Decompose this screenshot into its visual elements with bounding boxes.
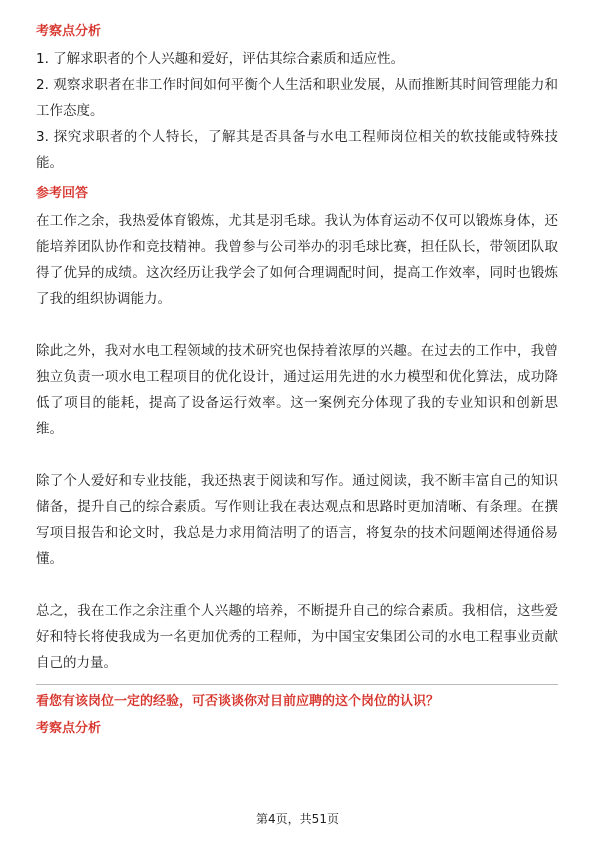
answer-paragraph: 总之，我在工作之余注重个人兴趣的培养，不断提升自己的综合素质。我相信，这些爱好和特长将使我成为一名更加优秀的工程师，为中国宝安集团公司的水电工程事业贡献自己的力量。 [36, 603, 558, 671]
section-heading-analysis-2: 考察点分析 [36, 721, 102, 736]
answer-paragraph: 除此之外，我对水电工程领域的技术研究也保持着浓厚的兴趣。在过去的工作中，我曾独立负责一项水电工程项目的优化设计，通过运用先进的水力模型和优化算法，成功降低了项目的能耗，提高了设备运行效率。这一案例充分体现了我的专业知识和创新思维。 [36, 343, 558, 437]
document-page [36, 22, 558, 743]
answer-paragraph: 在工作之余，我热爱体育锻炼，尤其是羽毛球。我认为体育运动不仅可以锻炼身体，还能培养团队协作和竞技精神。我曾参与公司举办的羽毛球比赛，担任队长，带领团队取得了优异的成绩。这次经历让我学会了如何合理调配时间，提高工作效率，同时也锻炼了我的组织协调能力。 [36, 213, 558, 307]
analysis-item: 1. 了解求职者的个人兴趣和爱好，评估其综合素质和适应性。 [36, 51, 405, 67]
section-divider [36, 684, 558, 685]
next-question: 看您有该岗位一定的经验，可否谈谈你对目前应聘的这个岗位的认识？ [36, 694, 440, 709]
analysis-item: 2. 观察求职者在非工作时间如何平衡个人生活和职业发展，从而推断其时间管理能力和工作态度。 [36, 77, 558, 119]
section-heading-analysis: 考察点分析 [36, 24, 102, 39]
page-number: 第4页，共51页 [256, 812, 339, 826]
section-heading-answer: 参考回答 [36, 186, 89, 201]
analysis-item: 3. 探究求职者的个人特长，了解其是否具备与水电工程师岗位相关的软技能或特殊技能。 [36, 129, 558, 171]
answer-paragraph: 除了个人爱好和专业技能，我还热衷于阅读和写作。通过阅读，我不断丰富自己的知识储备，提升自己的综合素质。写作则让我在表达观点和思路时更加清晰、有条理。在撰写项目报告和论文时，我总是力求用简洁明了的语言，将复杂的技术问题阐述得通俗易懂。 [36, 473, 558, 567]
